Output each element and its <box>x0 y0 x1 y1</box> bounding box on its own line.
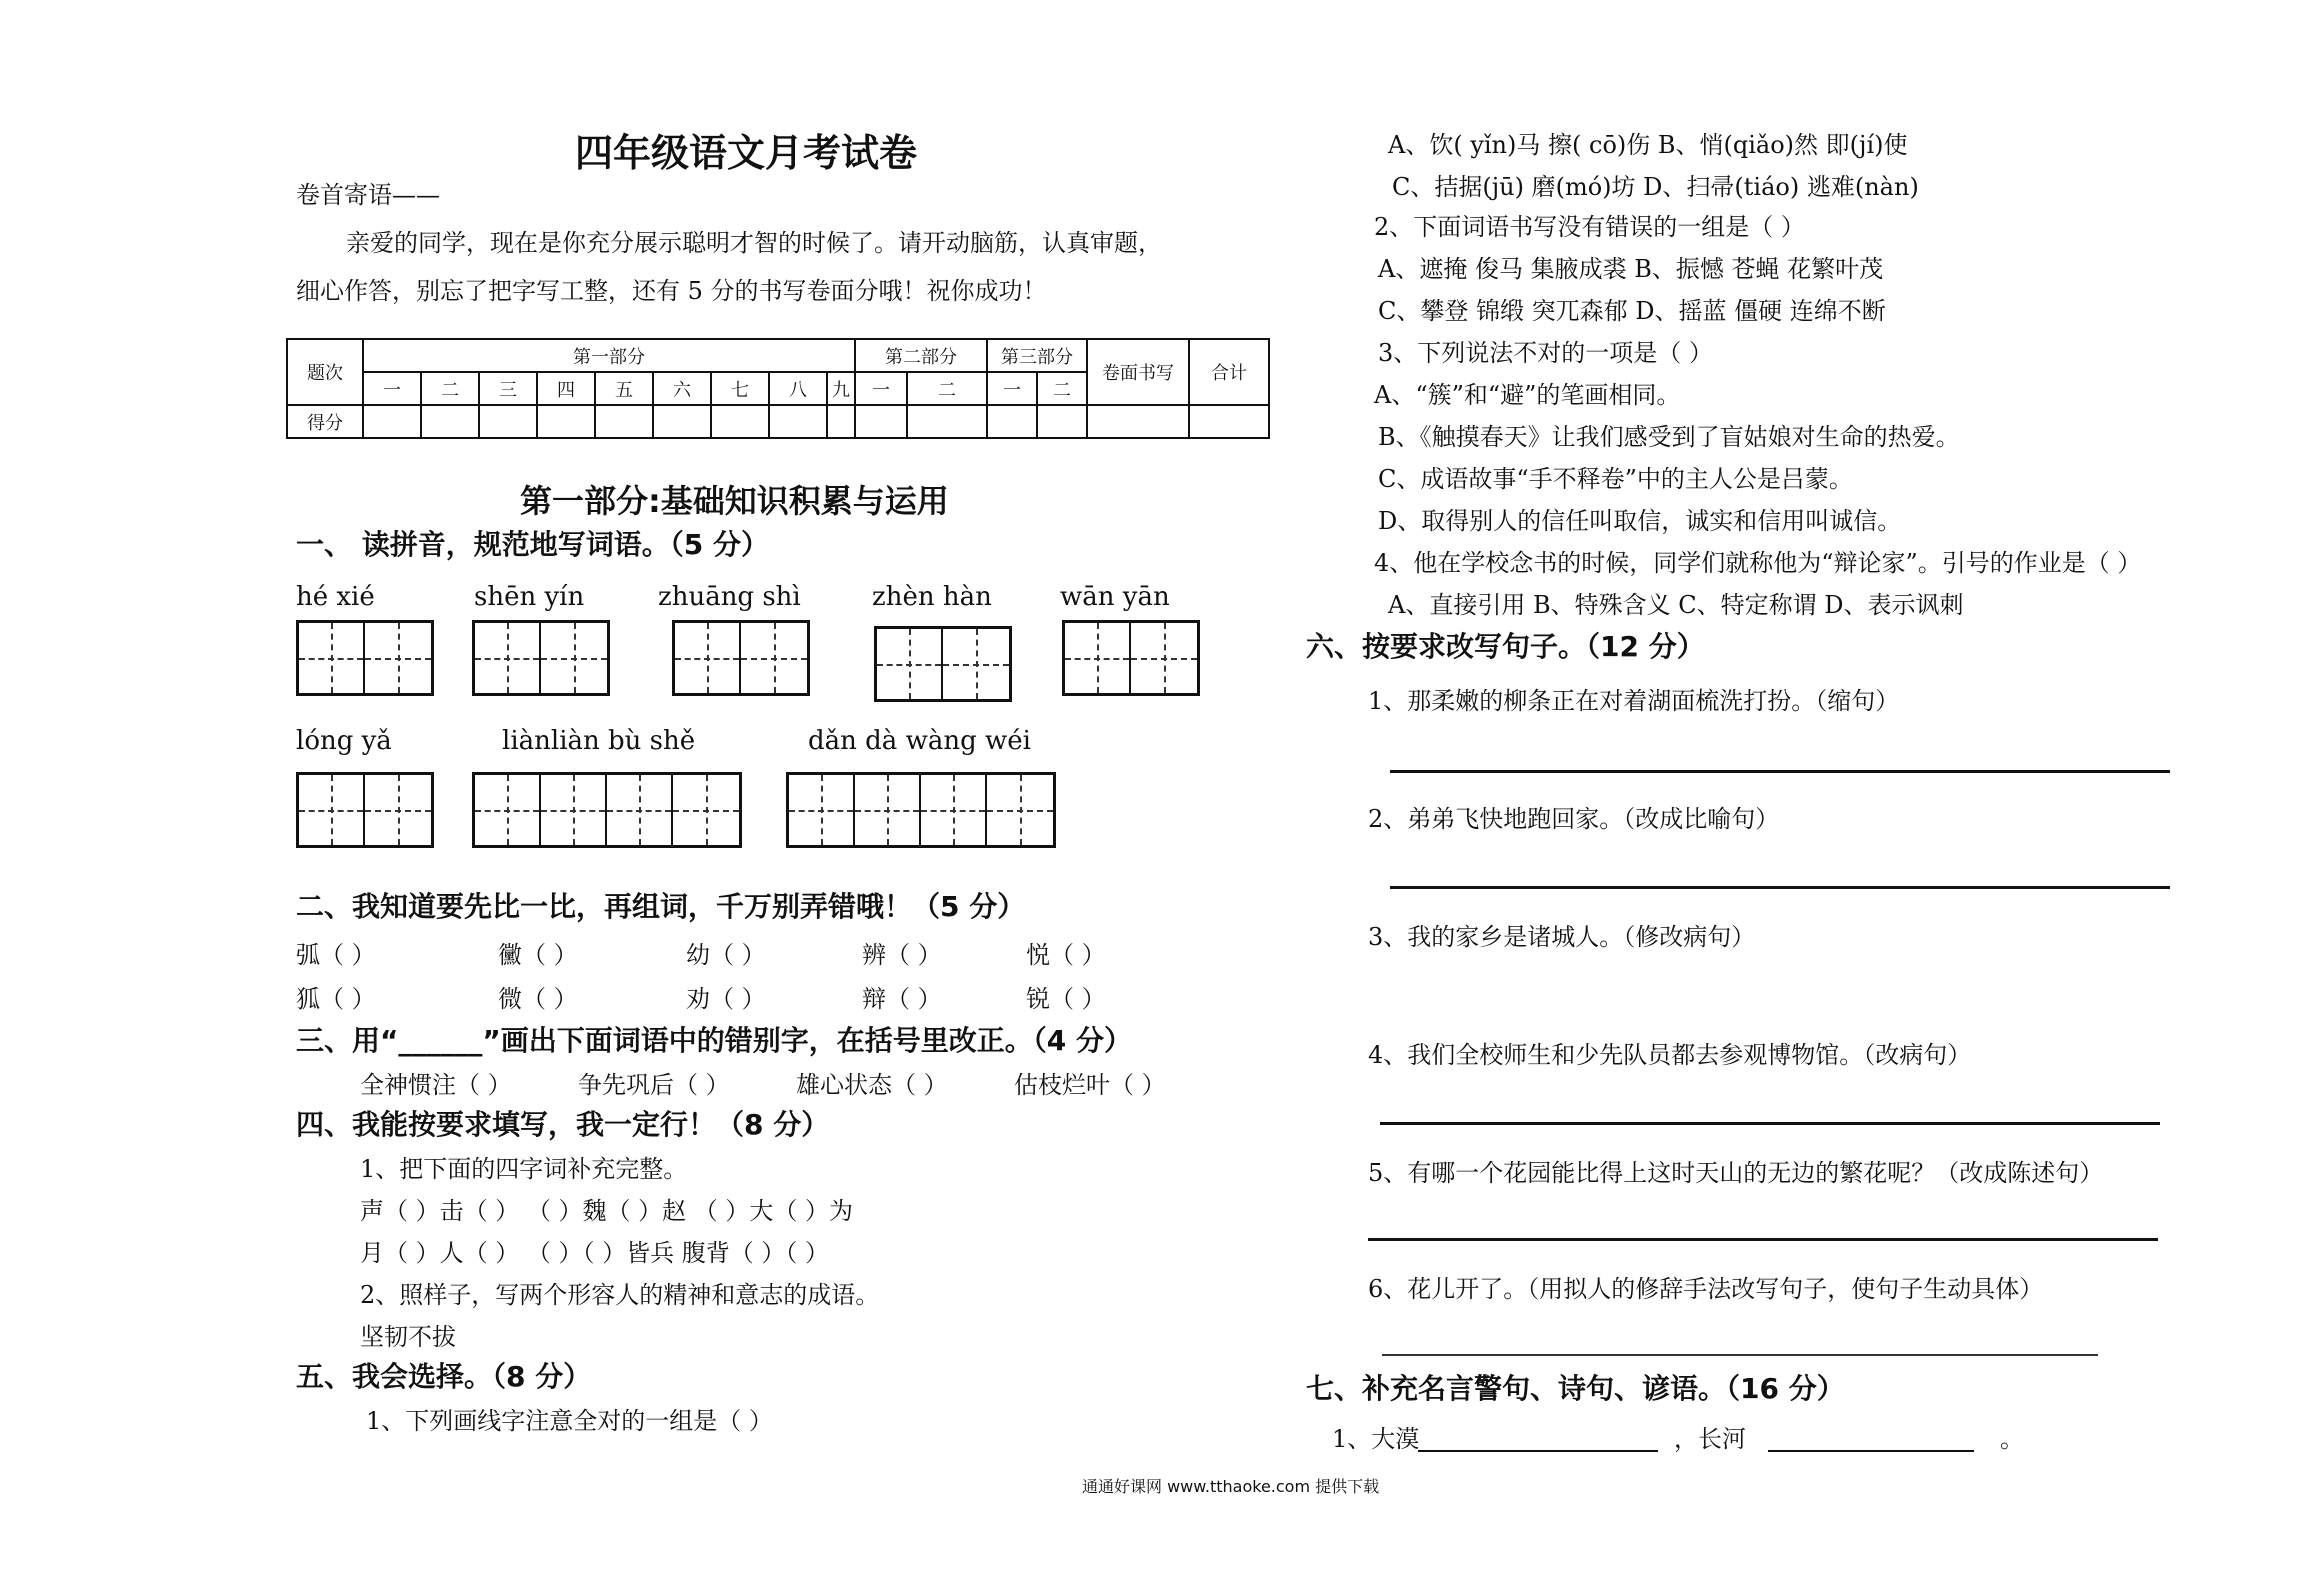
q2-item: 锐（ ） <box>1026 985 1106 1013</box>
score-cell[interactable] <box>827 405 855 438</box>
writing-grid[interactable] <box>472 620 610 696</box>
q5-sub-2: 2、下面词语书写没有错误的一组是（ ） <box>1374 213 1805 241</box>
q2-item: 弧（ ） <box>296 941 376 969</box>
pinyin: shēn yín <box>474 582 585 612</box>
pinyin: zhèn hàn <box>872 582 992 612</box>
answer-line[interactable] <box>1382 1354 2098 1356</box>
q2-item: 悦（ ） <box>1026 941 1106 969</box>
score-label: 得分 <box>287 405 363 438</box>
q3-item: 雄心状态（ ） <box>796 1071 948 1099</box>
score-cell[interactable] <box>421 405 479 438</box>
answer-line[interactable] <box>1380 1122 2160 1125</box>
score-cell[interactable] <box>479 405 537 438</box>
q2-item: 黴（ ） <box>498 941 578 969</box>
row-label: 题次 <box>287 339 363 405</box>
q5-s3-option-b: B、《触摸春天》让我们感受到了盲姑娘对生命的热爱。 <box>1378 423 1960 451</box>
score-cell[interactable] <box>711 405 769 438</box>
part1-title: 第一部分:基础知识积累与运用 <box>520 482 949 520</box>
q4-line-2: 月（ ）人（ ） （ ）（ ）皆兵 腹背（ ）（ ） <box>360 1239 830 1267</box>
q3-title: 三、用“______”画出下面词语中的错别字，在括号里改正。（4 分） <box>296 1024 1133 1057</box>
num-cell: 一 <box>987 372 1037 405</box>
q4-sub-2: 2、照样子，写两个形容人的精神和意志的成语。 <box>360 1281 880 1309</box>
q5-s3-option-a: A、“簇”和“避”的笔画相同。 <box>1374 381 1681 409</box>
q5-s3-option-c: C、成语故事“手不释卷”中的主人公是吕蒙。 <box>1378 465 1853 493</box>
writing-grid[interactable] <box>786 772 1056 848</box>
score-cell[interactable] <box>907 405 987 438</box>
q5-s1-option-c: C、拮据(jū) 磨(mó)坊 D、扫帚(tiáo) 逃难(nàn) <box>1392 173 1919 201</box>
score-cell[interactable] <box>987 405 1037 438</box>
q2-item: 狐（ ） <box>296 985 376 1013</box>
score-cell[interactable] <box>537 405 595 438</box>
q6-item: 5、有哪一个花园能比得上这时天山的无边的繁花呢？（改成陈述句） <box>1368 1159 2104 1187</box>
part2-header: 第二部分 <box>855 339 987 372</box>
answer-line[interactable] <box>1390 886 2170 889</box>
q6-title: 六、按要求改写句子。（12 分） <box>1306 630 1705 663</box>
q3-item: 争先巩后（ ） <box>578 1071 730 1099</box>
q5-sub-1: 1、下列画线字注意全对的一组是（ ） <box>366 1407 773 1435</box>
q6-item: 4、我们全校师生和少先队员都去参观博物馆。（改病句） <box>1368 1041 1972 1069</box>
q5-s3-option-d: D、取得别人的信任叫取信，诚实和信用叫诚信。 <box>1378 507 1902 535</box>
num-cell: 一 <box>855 372 907 405</box>
fill-blank[interactable] <box>1418 1450 1658 1452</box>
q4-sub-1: 1、把下面的四字词补充完整。 <box>360 1155 688 1183</box>
pinyin: dǎn dà wàng wéi <box>808 726 1031 756</box>
q6-item: 2、弟弟飞快地跑回家。（改成比喻句） <box>1368 805 1780 833</box>
num-cell: 二 <box>1037 372 1087 405</box>
q3-item: 全神惯注（ ） <box>360 1071 512 1099</box>
q7-title: 七、补充名言警句、诗句、谚语。（16 分） <box>1306 1372 1845 1405</box>
q4-example: 坚韧不拔 <box>360 1323 456 1351</box>
score-cell[interactable] <box>855 405 907 438</box>
q2-title: 二、我知道要先比一比，再组词，千万别弄错哦！（5 分） <box>296 890 1026 923</box>
num-cell: 四 <box>537 372 595 405</box>
preface-line-2: 细心作答，别忘了把字写工整，还有 5 分的书写卷面分哦！祝你成功！ <box>296 277 1047 305</box>
q2-item: 辩（ ） <box>862 985 942 1013</box>
pinyin: wān yān <box>1060 582 1170 612</box>
score-table <box>286 338 1270 439</box>
part1-header: 第一部分 <box>363 339 855 372</box>
q5-s2-option-a: A、遮掩 俊马 集腋成裘 B、振憾 苍蝇 花繁叶茂 <box>1378 255 1884 283</box>
pinyin: zhuāng shì <box>658 582 801 612</box>
score-cell[interactable] <box>1087 405 1189 438</box>
answer-line[interactable] <box>1390 770 2170 773</box>
q2-item: 幼（ ） <box>686 941 766 969</box>
writing-grid[interactable] <box>296 772 434 848</box>
pinyin: lóng yǎ <box>296 726 392 756</box>
writing-grid[interactable] <box>672 620 810 696</box>
num-cell: 八 <box>769 372 827 405</box>
q2-item: 微（ ） <box>498 985 578 1013</box>
q1-title: 一、 读拼音，规范地写词语。（5 分） <box>296 528 769 561</box>
q6-item: 3、我的家乡是诸城人。（修改病句） <box>1368 923 1756 951</box>
q3-item: 估枝烂叶（ ） <box>1014 1071 1166 1099</box>
num-cell: 五 <box>595 372 653 405</box>
footer-credit: 通通好课网 www.tthaoke.com 提供下载 <box>1082 1477 1380 1496</box>
score-cell[interactable] <box>363 405 421 438</box>
q6-item: 6、花儿开了。（用拟人的修辞手法改写句子，使句子生动具体） <box>1368 1275 2044 1303</box>
num-cell: 三 <box>479 372 537 405</box>
score-cell[interactable] <box>769 405 827 438</box>
score-cell[interactable] <box>595 405 653 438</box>
preface-line-1: 亲爱的同学，现在是你充分展示聪明才智的时候了。请开动脑筋，认真审题， <box>346 229 1162 257</box>
q6-item: 1、那柔嫩的柳条正在对着湖面梳洗打扮。（缩句） <box>1368 687 1900 715</box>
q7-item-1-mid: ，长河 <box>1674 1425 1746 1453</box>
num-cell: 二 <box>907 372 987 405</box>
q5-s2-option-c: C、攀登 锦缎 突兀森郁 D、摇蓝 僵硬 连绵不断 <box>1378 297 1886 325</box>
num-cell: 六 <box>653 372 711 405</box>
part3-header: 第三部分 <box>987 339 1087 372</box>
q4-title: 四、我能按要求填写，我一定行！（8 分） <box>296 1108 830 1141</box>
total-header: 合计 <box>1189 339 1269 405</box>
page-title: 四年级语文月考试卷 <box>575 131 918 175</box>
q4-line-1: 声（ ）击（ ） （ ）魏（ ）赵 （ ）大（ ）为 <box>360 1197 854 1225</box>
q2-item: 辨（ ） <box>862 941 942 969</box>
score-cell[interactable] <box>1037 405 1087 438</box>
score-cell[interactable] <box>1189 405 1269 438</box>
q5-sub-4: 4、他在学校念书的时候，同学们就称他为“辩论家”。引号的作业是（ ） <box>1374 549 2142 577</box>
num-cell: 九 <box>827 372 855 405</box>
q2-item: 劝（ ） <box>686 985 766 1013</box>
q5-s4-options: A、直接引用 B、特殊含义 C、特定称谓 D、表示讽刺 <box>1388 591 1964 619</box>
q7-item-1-start: 1、大漠 <box>1332 1425 1420 1453</box>
num-cell: 七 <box>711 372 769 405</box>
num-cell: 二 <box>421 372 479 405</box>
preface-label: 卷首寄语—— <box>296 181 440 209</box>
q5-sub-3: 3、下列说法不对的一项是（ ） <box>1378 339 1713 367</box>
q7-item-1-end: 。 <box>2000 1425 2024 1453</box>
writing-grid[interactable] <box>874 626 1012 702</box>
score-cell[interactable] <box>653 405 711 438</box>
answer-line[interactable] <box>1368 1238 2158 1241</box>
q5-s1-option-a: A、饮( yǐn)马 擦( cō)伤 B、悄(qiǎo)然 即(jí)使 <box>1388 131 1908 159</box>
pinyin: hé xié <box>296 582 375 612</box>
q5-title: 五、我会选择。（8 分） <box>296 1360 592 1393</box>
writing-grid[interactable] <box>296 620 434 696</box>
fill-blank[interactable] <box>1768 1450 1974 1452</box>
handwriting-header: 卷面书写 <box>1087 339 1189 405</box>
writing-grid[interactable] <box>472 772 742 848</box>
pinyin: liànliàn bù shě <box>502 726 696 756</box>
num-cell: 一 <box>363 372 421 405</box>
writing-grid[interactable] <box>1062 620 1200 696</box>
